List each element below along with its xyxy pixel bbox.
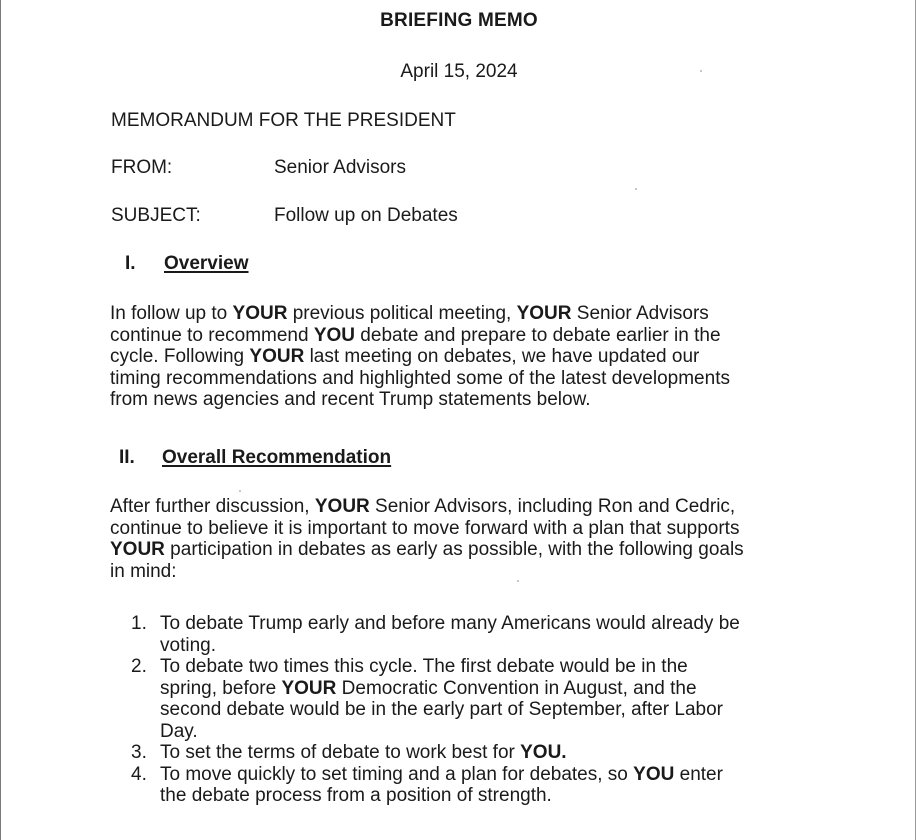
section-heading-overview: Overview: [164, 253, 249, 274]
scan-speck: [700, 70, 702, 72]
scan-speck: [517, 580, 519, 582]
text-run: Senior Advisors: [571, 303, 709, 324]
list-item-text: [160, 613, 821, 656]
text-run: spring, before: [160, 677, 282, 699]
text-run: continue to recommend: [110, 324, 314, 346]
list-item: [131, 613, 821, 656]
text-run: last meeting on debates, we have updated our: [304, 346, 700, 367]
recommendation-paragraph: [110, 496, 810, 582]
from-value: Senior Advisors: [274, 157, 407, 178]
text-run: enter: [674, 763, 723, 785]
goals-list: [131, 613, 821, 807]
bold-emphasis: YOUR: [232, 303, 288, 324]
section-number-recommendation: II.: [119, 447, 135, 468]
text-run: second debate would be in the early part of September, after Labor: [160, 699, 723, 720]
section-number-overview: I.: [125, 253, 136, 274]
text-run: After further discussion,: [110, 496, 315, 517]
text-run: previous political meeting,: [287, 303, 517, 324]
text-run: from news agencies and recent Trump statements below.: [110, 389, 591, 410]
list-item-number: 4.: [131, 763, 147, 785]
subject-value: Follow up on Debates: [274, 205, 458, 226]
bold-emphasis: YOUR: [314, 496, 370, 517]
memo-title: BRIEFING MEMO: [380, 10, 538, 31]
text-run: Senior Advisors, including Ron and Cedric,: [369, 496, 736, 517]
scan-speck: [239, 490, 241, 492]
text-run: voting.: [160, 634, 216, 656]
text-run: To set the terms of debate to work best for: [160, 742, 521, 763]
from-label: FROM:: [111, 157, 173, 178]
list-item-text: [160, 742, 821, 764]
text-run: in mind:: [110, 560, 177, 582]
bold-emphasis: YOUR: [516, 303, 572, 324]
memorandum-for-line: MEMORANDUM FOR THE PRESIDENT: [111, 110, 456, 131]
text-run: continue to believe it is important to move forward with a plan that supports: [110, 517, 740, 539]
bold-emphasis: YOUR: [281, 677, 337, 699]
list-item-text: [160, 764, 821, 807]
memo-date: April 15, 2024: [400, 61, 518, 82]
text-run: cycle. Following: [110, 346, 250, 367]
list-item-number: 2.: [131, 656, 147, 677]
list-item-text: [160, 656, 821, 742]
bold-emphasis: YOUR: [110, 539, 165, 560]
text-run: debate and prepare to debate earlier in the: [355, 324, 721, 346]
scan-speck: [635, 188, 637, 190]
text-run: participation in debates as early as possible, with the following goals: [164, 539, 744, 560]
text-run: the debate process from a position of strength.: [160, 785, 552, 806]
overview-paragraph: [110, 303, 810, 411]
text-run: In follow up to: [110, 303, 233, 324]
section-heading-recommendation: Overall Recommendation: [162, 447, 392, 468]
list-item: [131, 742, 821, 764]
bold-emphasis: YOU: [633, 763, 675, 785]
bold-emphasis: YOU.: [520, 742, 567, 763]
bold-emphasis: YOU: [313, 324, 356, 346]
bold-emphasis: YOUR: [249, 346, 305, 367]
text-run: Day.: [160, 720, 198, 742]
text-run: To debate two times this cycle. The first debate would be in the: [160, 656, 688, 677]
text-run: To debate Trump early and before many Americans would already be: [160, 613, 740, 634]
subject-label: SUBJECT:: [111, 205, 201, 226]
text-run: Democratic Convention in August, and the: [336, 677, 697, 699]
text-run: To move quickly to set timing and a plan for debates, so: [160, 763, 634, 785]
list-item-number: 3.: [131, 742, 147, 763]
list-item: [131, 764, 821, 807]
text-run: timing recommendations and highlighted some of the latest developments: [110, 367, 730, 389]
list-item: [131, 656, 821, 742]
list-item-number: 1.: [131, 613, 147, 634]
